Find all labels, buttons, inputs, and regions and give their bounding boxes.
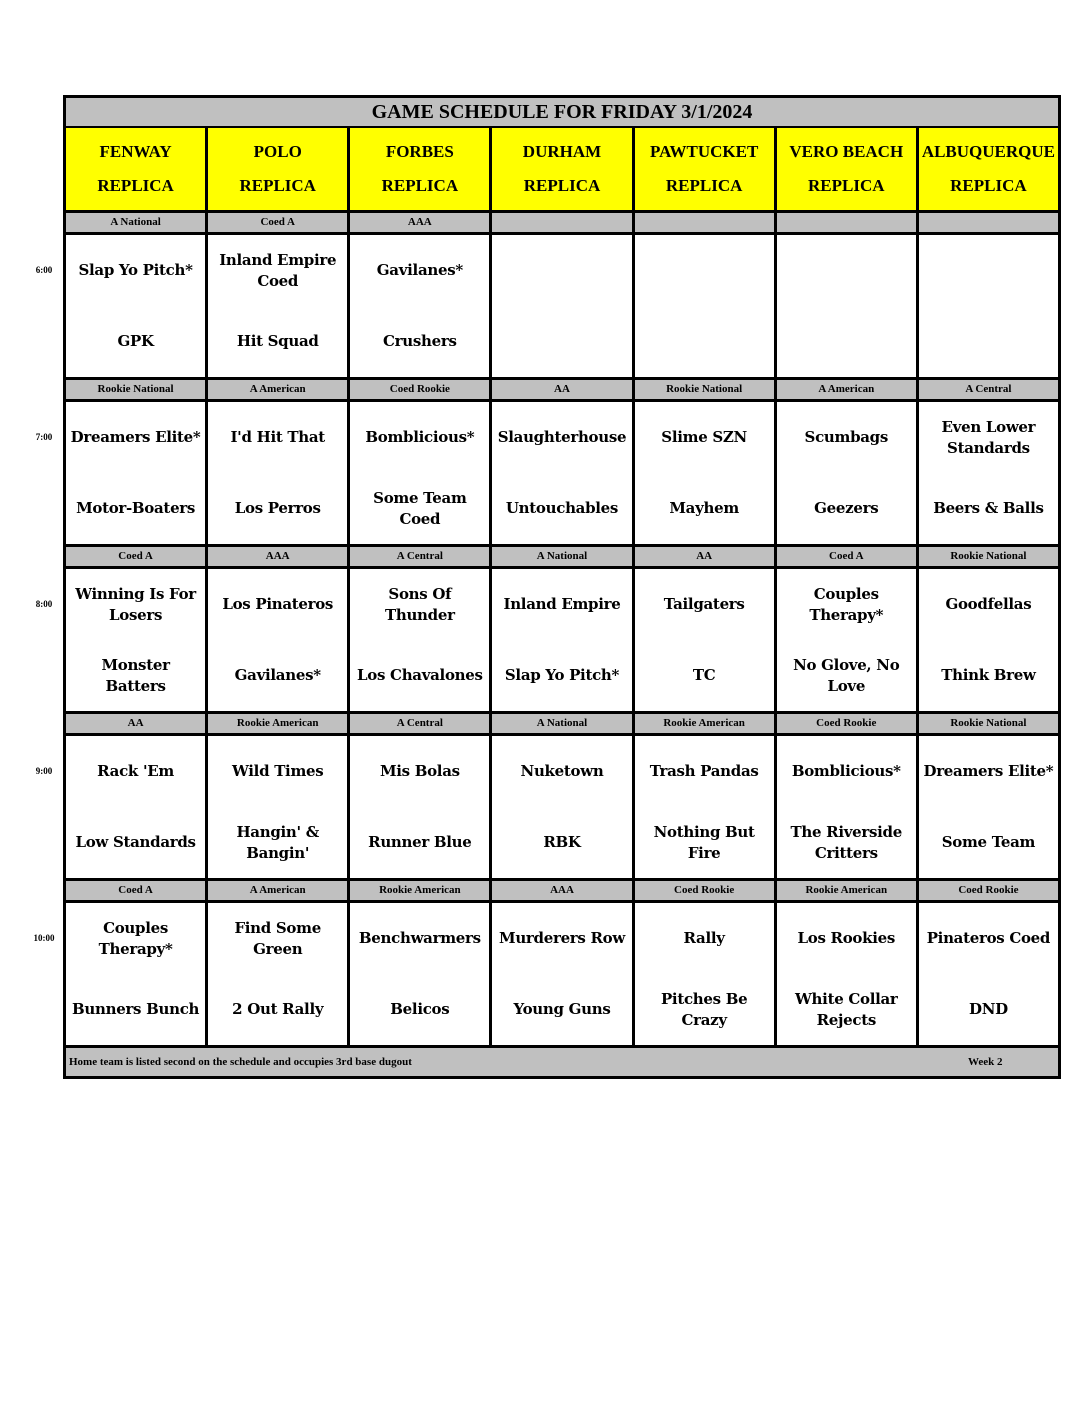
division-label: A Central [350,547,489,566]
away-team [984,235,992,307]
division-label: A National [492,547,631,566]
division-label: Rookie American [635,714,774,733]
division-label: Rookie American [350,881,489,900]
away-team: Wild Times [232,762,324,781]
game-cell [635,402,774,544]
division-label: Coed A [777,547,916,566]
field-name: ALBUQUERQUE [921,142,1055,161]
game-cell [492,402,631,544]
home-team: Pitches Be Crazy [660,989,748,1029]
game-cell [635,903,774,1045]
division-label: Coed Rookie [350,380,489,399]
game-cell [208,903,347,1045]
home-team: Crushers [383,332,457,351]
away-team: Slime SZN [661,428,747,447]
away-team: Rack 'Em [97,762,174,781]
away-team: Rally [683,929,725,948]
game-row [66,402,1058,544]
home-team: Mayhem [669,499,739,518]
away-team: Los Pinateros [222,595,334,614]
home-team: Some Team [941,833,1036,852]
time-label: 9:00 [35,766,53,776]
field-name: PAWTUCKET [649,142,759,161]
away-team: Gavilanes* [376,261,463,280]
division-label: Coed Rookie [919,881,1058,900]
game-cell [919,235,1058,377]
away-team: Benchwarmers [358,929,481,948]
field-type: REPLICA [950,176,1027,195]
division-label: A National [66,213,205,232]
division-label: Rookie American [208,714,347,733]
away-team: Inland Empire [503,595,621,614]
field-name: VERO BEACH [789,142,904,161]
division-label: AA [492,380,631,399]
home-team: Los Perros [234,499,321,518]
home-team [558,307,566,378]
home-team: Slap Yo Pitch* [504,666,620,685]
away-team [558,235,566,307]
game-cell [777,235,916,377]
division-label: Rookie National [635,380,774,399]
home-team: Nothing But Fire [653,822,755,862]
home-team: Gavilanes* [234,666,321,685]
time-label: 8:00 [35,599,53,609]
game-row [66,903,1058,1045]
division-label [492,213,631,232]
division-row [66,380,1058,399]
division-label: A American [777,380,916,399]
game-cell [919,736,1058,878]
division-label: Rookie National [919,547,1058,566]
field-header [208,128,347,210]
away-team: Even Lower Standards [941,417,1036,457]
game-cell [350,569,489,711]
away-team: Nuketown [520,762,604,781]
home-team: Runner Blue [368,833,472,852]
division-row [66,714,1058,733]
game-cell [350,235,489,377]
game-cell [66,569,205,711]
division-label [777,213,916,232]
home-team: Motor-Boaters [76,499,196,518]
away-team: Sons Of Thunder [384,584,455,624]
division-label: Rookie National [66,380,205,399]
time-label: 6:00 [35,265,53,275]
game-cell [919,569,1058,711]
division-row [66,213,1058,232]
home-team: Los Chavalones [357,666,483,685]
game-cell [492,235,631,377]
game-cell [777,736,916,878]
home-team: Hit Squad [236,332,319,351]
away-team: Couples Therapy* [809,584,884,624]
field-type: REPLICA [523,176,601,195]
away-team: Pinateros Coed [926,929,1051,948]
home-team: GPK [117,332,154,351]
home-team: Beers & Balls [933,499,1044,518]
away-team: Mis Bolas [379,762,460,781]
game-cell [208,569,347,711]
home-team: TC [692,666,716,685]
game-cell [492,569,631,711]
away-team [842,235,850,307]
division-label: A Central [919,380,1058,399]
field-type: REPLICA [381,176,459,195]
division-label: AAA [350,213,489,232]
home-team: White Collar Rejects [795,989,898,1029]
home-team: 2 Out Rally [232,1000,324,1019]
away-team: Slap Yo Pitch* [78,261,193,280]
division-label: Coed A [66,881,205,900]
time-label: 7:00 [35,432,53,442]
week-label: Week 2 [968,1056,1003,1068]
division-label: AA [66,714,205,733]
time-slot [66,547,1058,711]
field-type: REPLICA [665,176,743,195]
field-type: REPLICA [808,176,885,195]
schedule-title: GAME SCHEDULE FOR FRIDAY 3/1/2024 [66,98,1058,128]
home-team: RBK [543,833,581,852]
home-team: Some Team Coed [373,488,467,528]
home-team: Hangin' & Bangin' [236,822,319,862]
game-cell [635,235,774,377]
division-label: Coed A [208,213,347,232]
division-label: AA [635,547,774,566]
game-cell [919,903,1058,1045]
away-team: Inland Empire Coed [219,250,337,290]
division-label: AAA [492,881,631,900]
field-name: DURHAM [522,142,602,161]
away-team: Tailgaters [663,595,745,614]
game-cell [777,903,916,1045]
home-team: Belicos [390,1000,450,1019]
division-label: A American [208,380,347,399]
division-label: A Central [350,714,489,733]
game-cell [66,402,205,544]
game-cell [492,736,631,878]
game-cell [635,736,774,878]
away-team: Dreamers Elite* [923,762,1054,781]
division-row [66,881,1058,900]
away-team: Goodfellas [945,595,1032,614]
game-cell [492,903,631,1045]
division-label: Coed Rookie [777,714,916,733]
time-slot [66,380,1058,544]
time-slot [66,881,1058,1045]
away-team: Scumbags [804,428,889,447]
home-team [842,307,850,378]
game-cell [208,736,347,878]
away-team: I'd Hit That [230,428,325,447]
field-header [492,128,631,210]
division-label [635,213,774,232]
home-team: Think Brew [941,666,1036,685]
game-cell [66,235,205,377]
division-label: AAA [208,547,347,566]
home-team: Young Guns [513,1000,611,1019]
field-name: FORBES [385,142,454,161]
time-slot [66,714,1058,878]
game-cell [777,569,916,711]
away-team: Bomblicious* [365,428,475,447]
away-team: Bomblicious* [791,762,901,781]
away-team: Murderers Row [499,929,625,948]
division-label: Rookie National [919,714,1058,733]
game-cell [350,903,489,1045]
division-label: Rookie American [777,881,916,900]
field-name: FENWAY [99,142,172,161]
field-type: REPLICA [97,176,174,195]
home-team: The Riverside Critters [790,822,902,862]
away-team [700,235,708,307]
home-team: No Glove, No Love [793,655,900,695]
division-label [919,213,1058,232]
game-cell [208,235,347,377]
division-label: Coed A [66,547,205,566]
game-cell [635,569,774,711]
schedule-footer [66,1048,1058,1076]
field-header [350,128,489,210]
game-cell [66,903,205,1045]
home-team: Untouchables [505,499,619,518]
away-team: Winning Is For Losers [75,584,196,624]
field-header [635,128,774,210]
home-team: Low Standards [75,833,196,852]
game-cell [919,402,1058,544]
home-team [700,307,708,378]
division-label: A National [492,714,631,733]
away-team: Couples Therapy* [98,918,173,958]
home-team: Geezers [814,499,879,518]
away-team: Slaughterhouse [497,428,627,447]
game-cell [350,402,489,544]
game-cell [777,402,916,544]
away-team: Trash Pandas [649,762,759,781]
game-cell [66,736,205,878]
home-team [984,307,992,378]
home-team: DND [969,1000,1008,1019]
division-label: Coed Rookie [635,881,774,900]
time-label: 10:00 [33,933,55,943]
game-cell [350,736,489,878]
time-slot [66,213,1058,377]
field-header [777,128,916,210]
game-cell [208,402,347,544]
game-row [66,736,1058,878]
away-team: Find Some Green [234,918,321,958]
schedule-table [63,95,1061,1079]
home-team: Bunners Bunch [72,1000,200,1019]
division-row [66,547,1058,566]
footer-note: Home team is listed second on the schedule and occupies 3rd base dugout [69,1056,412,1068]
home-team: Monster Batters [101,655,170,695]
field-header [919,128,1058,210]
away-team: Dreamers Elite* [70,428,201,447]
time-slots [66,213,1058,1045]
field-type: REPLICA [239,176,316,195]
field-name: POLO [253,142,302,161]
away-team: Los Rookies [797,929,896,948]
game-row [66,235,1058,377]
game-row [66,569,1058,711]
division-label: A American [208,881,347,900]
field-header [66,128,205,210]
field-header-row [66,128,1058,210]
